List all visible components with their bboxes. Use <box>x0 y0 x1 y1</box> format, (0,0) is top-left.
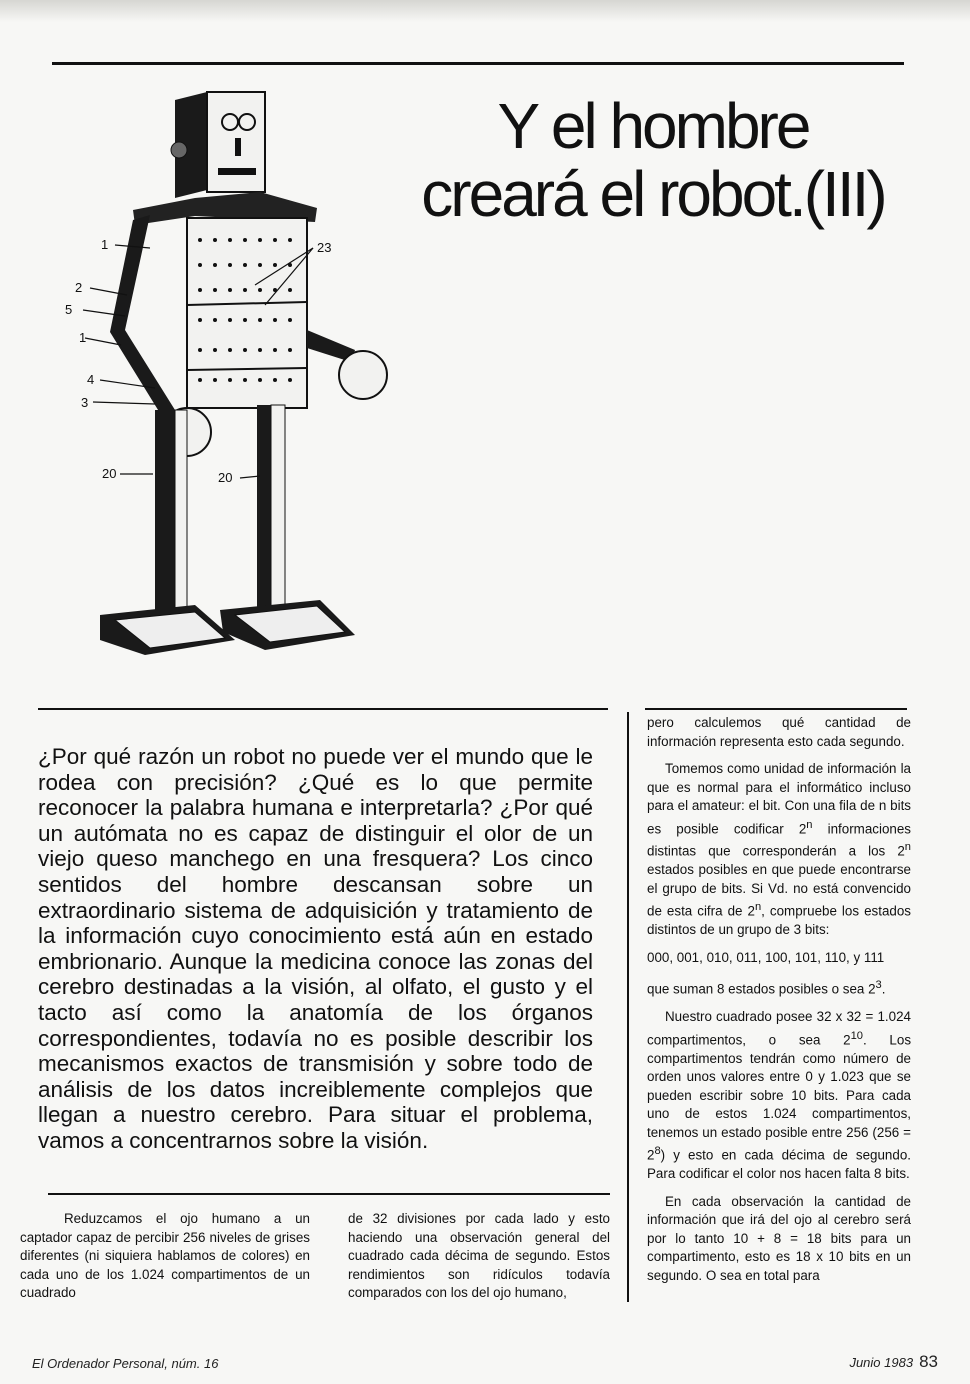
page-number: 83 <box>919 1352 938 1371</box>
callout-label-2: 2 <box>75 280 83 295</box>
body-column-1: Reduzcamos el ojo humano a un captador capaz de percibir 256 niveles de grises diferentes (ni siquiera hablamos de colores) en cada uno de los 1.024 compartimentos de un cuadrado <box>20 1211 310 1300</box>
col3-paragraph-4: que suman 8 estados posibles o sea $2^3$. <box>647 979 886 997</box>
top-rule <box>52 62 904 65</box>
body-column-2: de 32 divisiones por cada lado y esto haciendo una observación general del cuadrado cada décima de segundo. Estos rendimientos son ridículos todavía comparados con los del ojo humano, <box>348 1211 610 1300</box>
article-title <box>418 92 888 228</box>
col3-bit-states: 000, 001, 010, 011, 100, 101, 110, y 111 <box>647 949 885 965</box>
footer-date-page <box>849 1352 938 1372</box>
right-column-rule <box>645 708 907 710</box>
scan-edge <box>0 0 970 22</box>
col3-paragraph-1: pero calculemos qué cantidad de información representa esto cada segundo. <box>647 715 911 749</box>
callout-label-20b: 20 <box>218 470 233 485</box>
callout-label-4: 4 <box>87 372 95 387</box>
callout-label-5: 5 <box>65 302 73 317</box>
robot-illustration <box>55 80 415 680</box>
callout-label-23: 23 <box>317 240 332 255</box>
callout-label-1b: 1 <box>79 330 87 345</box>
callout-label-20a: 20 <box>102 466 117 481</box>
col3-paragraph-5: Nuestro cuadrado posee 32 x 32 = 1.024 compartimentos, o sea $2^{10}$. Los compartimentos tendrán como número de orden unos valores entre 0 y 1.023 que se pueden escribir sobre 10 bits. Para cada uno de estos 1.024 compartimentos, tenemos un estado posible entre 256 $(256 = 2^8)$ y esto en cada décima de segundo. Para codificar el color nos hacen falta 8 bits. <box>647 1009 912 1182</box>
col3-paragraph-2: Tomemos como unidad de información la que es normal para el informático incluso para el amateur: el bit. Con una fila de n bits es posible codificar 2$^n$ informaciones distintas que corresponderán a los 2$^n$ estados posibles en que puede encontrarse el grupo de bits. Si Vd. no está convencido de esta cifra de 2$^n$, compruebe los estados distintos de un grupo de 3 bits: <box>647 761 911 938</box>
lead-paragraph: ¿Por qué razón un robot no puede ver el mundo que le rodea con precisión? ¿Qué es lo que permite reconocer la palabra humana e interpretarla? ¿Por qué un autómata no es capaz de distinguir el olor de un viejo queso manchego en una fresquera? Los cinco sentidos del hombre descansan sobre un extraordinario sistema de adquisición y tratamiento de la información cuyo conocimiento está aún en estado embrionario. Aunque la medicina conoce las zonas del cerebro destinadas a la visión, al olfato, el gusto y el tacto así como la anatomía de los órganos correspondientes, todavía no es posible describir los mecanismos exactos de transmisión y sobre todo de análisis de los datos increiblemente complejos que llegan a nuestro cerebro. Para situar el problema, vamos a concentrarnos sobre la visión. <box>38 744 593 1153</box>
lead-rule <box>38 708 608 710</box>
title-line-1: Y el hombre <box>497 90 809 162</box>
col3-paragraph-6: En cada observación la cantidad de información que irá del ojo al cerebro será por lo tanto 10 + 8 = 18 bits para un compartimento, esto es 18 x 10 bits en un segundo. O sea en total para <box>647 1193 911 1283</box>
footer-publication: El Ordenador Personal, núm. 16 <box>32 1356 219 1371</box>
callout-label-3: 3 <box>81 395 89 410</box>
footer-date: Junio 1983 <box>849 1355 914 1370</box>
column-divider <box>627 712 629 1302</box>
title-line-2: creará el robot.(III) <box>421 158 885 230</box>
callout-label-1: 1 <box>101 237 109 252</box>
body-rule <box>48 1193 610 1195</box>
body-column-3 <box>647 714 911 1294</box>
